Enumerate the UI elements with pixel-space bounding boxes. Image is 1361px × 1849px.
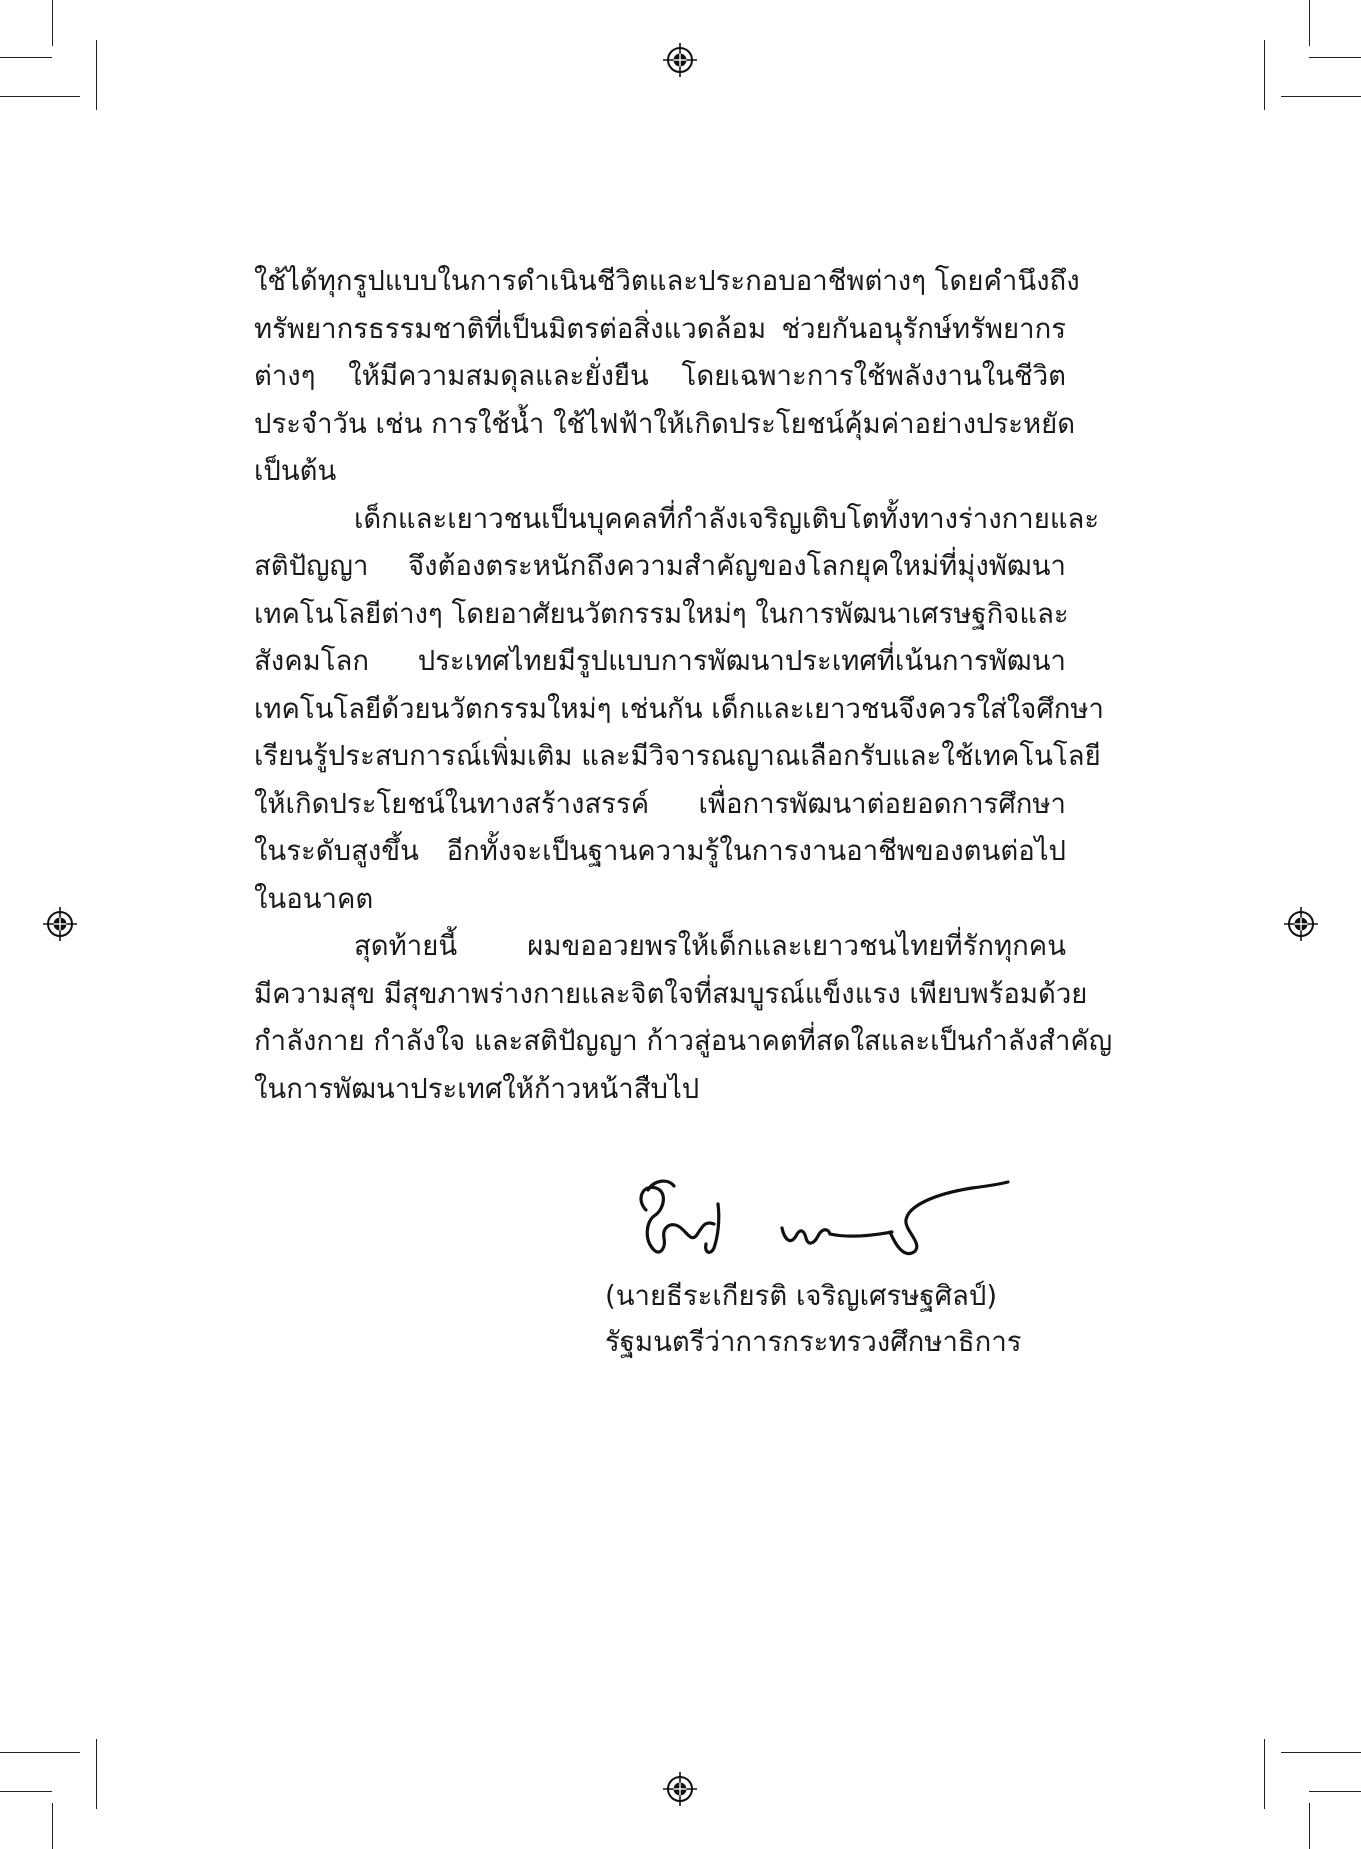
signatory-name: (นายธีระเกียรติ เจริญเศรษฐศิลป์) bbox=[605, 1280, 998, 1312]
paragraph-1-line: ทรัพยากรธรรมชาติที่เป็นมิตรต่อสิ่งแวดล้อม ช่วยกันอนุรักษ์ทรัพยากร bbox=[254, 312, 1066, 345]
handwritten-signature bbox=[634, 1170, 1014, 1265]
registration-mark-icon bbox=[663, 1772, 697, 1806]
crop-mark bbox=[1309, 1803, 1310, 1849]
paragraph-1-line: เป็นต้น bbox=[254, 455, 337, 487]
crop-mark bbox=[96, 40, 97, 110]
crop-mark bbox=[1264, 40, 1265, 110]
paragraph-2-line: เรียนรู้ประสบการณ์เพิ่มเติม และมีวิจารณญาณเลือกรับและใช้เทคโนโลยี bbox=[254, 740, 1101, 772]
crop-mark bbox=[1281, 96, 1361, 97]
registration-mark-icon bbox=[1284, 907, 1318, 941]
crop-mark bbox=[96, 1739, 97, 1809]
paragraph-1-line: ใช้ได้ทุกรูปแบบในการดำเนินชีวิตและประกอบอาชีพต่างๆ โดยคำนึงถึง bbox=[254, 265, 1080, 297]
crop-mark bbox=[1309, 57, 1361, 58]
signatory-title: รัฐมนตรีว่าการกระทรวงศึกษาธิการ bbox=[605, 1326, 1022, 1358]
crop-mark bbox=[1309, 0, 1310, 46]
paragraph-3-line: ในการพัฒนาประเทศให้ก้าวหน้าสืบไป bbox=[254, 1072, 700, 1105]
paragraph-2-line: เทคโนโลยีต่างๆ โดยอาศัยนวัตกรรมใหม่ๆ ในการพัฒนาเศรษฐกิจและ bbox=[254, 597, 1069, 630]
crop-mark bbox=[1264, 1739, 1265, 1809]
paragraph-2-line: สังคมโลก ประเทศไทยมีรูปแบบการพัฒนาประเทศที่เน้นการพัฒนา bbox=[254, 645, 1066, 677]
letter-body bbox=[254, 258, 1113, 1113]
crop-mark bbox=[0, 1752, 80, 1753]
paragraph-3-line: มีความสุข มีสุขภาพร่างกายและจิตใจที่สมบูรณ์แข็งแรง เพียบพร้อมด้วย bbox=[254, 977, 1088, 1010]
registration-mark-icon bbox=[43, 907, 77, 941]
crop-mark bbox=[1281, 1752, 1361, 1753]
paragraph-2-line: เทคโนโลยีด้วยนวัตกรรมใหม่ๆ เช่นกัน เด็กและเยาวชนจึงควรใส่ใจศึกษา bbox=[254, 692, 1105, 725]
registration-mark-icon bbox=[663, 43, 697, 77]
crop-mark bbox=[0, 1791, 52, 1792]
crop-mark bbox=[52, 1803, 53, 1849]
paragraph-3-line: สุดท้ายนี้ ผมขออวยพรให้เด็กและเยาวชนไทยที่รักทุกคน bbox=[354, 930, 1066, 962]
paragraph-2-line: เด็กและเยาวชนเป็นบุคคลที่กำลังเจริญเติบโตทั้งทางร่างกายและ bbox=[354, 502, 1100, 535]
crop-mark bbox=[0, 96, 80, 97]
paragraph-2-line: ให้เกิดประโยชน์ในทางสร้างสรรค์ เพื่อการพัฒนาต่อยอดการศึกษา bbox=[254, 787, 1066, 820]
paragraph-2-line: สติปัญญา จึงต้องตระหนักถึงความสำคัญของโลกยุคใหม่ที่มุ่งพัฒนา bbox=[254, 550, 1066, 582]
crop-mark bbox=[1309, 1791, 1361, 1792]
paragraph-2-line: ในระดับสูงขึ้น อีกทั้งจะเป็นฐานความรู้ในการงานอาชีพของตนต่อไป bbox=[254, 835, 1066, 867]
paragraph-2-line: ในอนาคต bbox=[254, 882, 374, 915]
crop-mark bbox=[52, 0, 53, 46]
paragraph-1-line: ต่างๆ ให้มีความสมดุลและยั่งยืน โดยเฉพาะการใช้พลังงานในชีวิต bbox=[254, 360, 1066, 392]
paragraph-3-line: กำลังกาย กำลังใจ และสติปัญญา ก้าวสู่อนาคตที่สดใสและเป็นกำลังสำคัญ bbox=[254, 1025, 1113, 1057]
crop-mark bbox=[0, 57, 52, 58]
paragraph-1-line: ประจำวัน เช่น การใช้น้ำ ใช้ไฟฟ้าให้เกิดประโยชน์คุ้มค่าอย่างประหยัด bbox=[254, 407, 1076, 440]
